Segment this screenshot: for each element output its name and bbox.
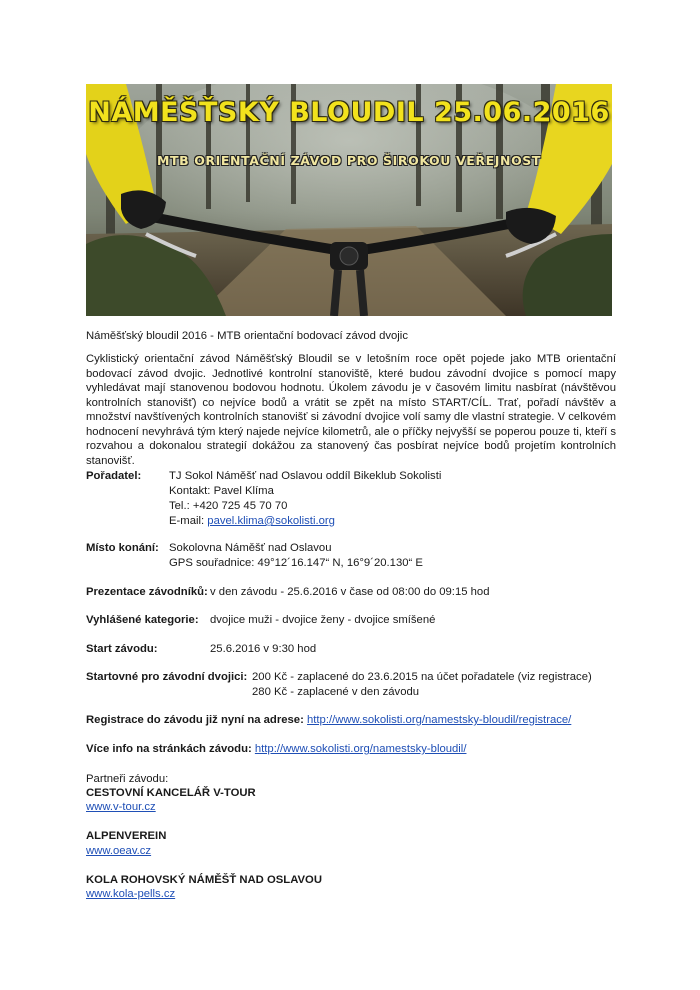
categories-label: Vyhlášené kategorie: (86, 614, 199, 626)
fee-line-1: 200 Kč - zaplacené do 23.6.2015 na účet pořadatele (viz registrace) (252, 671, 592, 683)
partners-label: Partneři závodu: (86, 773, 169, 785)
organizer-email-prefix: E-mail: (169, 515, 208, 527)
partner-link[interactable]: www.v-tour.cz (86, 801, 156, 813)
fee-label: Startovné pro závodní dvojici: (86, 671, 248, 683)
venue-name: Sokolovna Náměšť nad Oslavou (169, 542, 332, 554)
registration-label: Registrace do závodu již nyní na adrese: (86, 714, 307, 726)
organizer-phone: Tel.: +420 725 45 70 70 (169, 500, 288, 512)
organizer-email-line (169, 514, 335, 529)
partner-link[interactable]: www.kola-pells.cz (86, 888, 176, 900)
more-info-label: Více info na stránkách závodu: (86, 743, 255, 755)
start-value: 25.6.2016 v 9:30 hod (210, 643, 317, 655)
registration-line (86, 713, 571, 728)
banner-subtitle: MTB ORIENTAČNÍ ZÁVOD PRO ŠIROKOU VEŘEJNOST (156, 153, 542, 168)
venue-gps: GPS souřadnice: 49°12´16.147“ N, 16°9´20.130“ E (169, 557, 423, 569)
more-info-link[interactable]: http://www.sokolisti.org/namestsky-bloudil/ (254, 743, 467, 755)
organizer-email-link[interactable]: pavel.klima@sokolisti.org (207, 515, 335, 527)
banner-title: NÁMĚŠŤSKÝ BLOUDIL 25.06.2016 (88, 97, 610, 128)
organizer-contact: Kontakt: Pavel Klíma (169, 485, 274, 497)
categories-value: dvojice muži - dvojice ženy - dvojice smíšené (210, 614, 436, 626)
partner-name: CESTOVNÍ KANCELÁŘ V-TOUR (86, 787, 256, 799)
more-info-line (86, 742, 466, 757)
organizer-name: TJ Sokol Náměšť nad Oslavou oddíl Bikeklub Sokolisti (169, 470, 442, 482)
presentation-label: Prezentace závodníků: (86, 586, 208, 598)
intro-line: Náměšťský bloudil 2016 - MTB orientační bodovací závod dvojic (86, 330, 408, 342)
start-label: Start závodu: (86, 643, 158, 655)
venue-label: Místo konání: (86, 542, 159, 554)
registration-link[interactable]: http://www.sokolisti.org/namestsky-bloudil/registrace/ (306, 714, 572, 726)
organizer-label: Pořadatel: (86, 470, 142, 482)
banner-image (86, 84, 612, 316)
presentation-value: v den závodu - 25.6.2016 v čase od 08:00 do 09:15 hod (210, 586, 490, 598)
partner-name: KOLA ROHOVSKÝ NÁMĚŠŤ NAD OSLAVOU (86, 874, 322, 886)
partner-name: ALPENVEREIN (86, 830, 167, 842)
description-paragraph: Cyklistický orientační závod Náměšťský Bloudil se v letošním roce opět pojede jako MTB orientační bodovací závod dvojic. Jednotlivé kontrolní stanoviště, které budou závodní dvojice s pomocí mapy vyhledávat mají stanovenou bodovou hodnotu. Úkolem závodu je v časovém limitu nasbírat (návštěvou kontrolních stanovišť) co nejvíce bodů a vrátit se zpět na místo START/CÍL. Trať, pořadí návštěv a množství navštívených kontrolních stanovišť si závodní dvojice volí samy dle vlastní strategie. V celkovém hodnocení nevyhrává tým který najede nejvíce kilometrů, ale o příčky nejvyšší se poperou pouze ti, kteří s rozvahou a dokonalou strategií dokážou za stanovený čas posbírat nejvíce bodů projetím kontrolních stanovišť. (86, 353, 616, 467)
fee-line-2: 280 Kč - zaplacené v den závodu (252, 686, 420, 698)
partner-link[interactable]: www.oeav.cz (86, 845, 152, 857)
